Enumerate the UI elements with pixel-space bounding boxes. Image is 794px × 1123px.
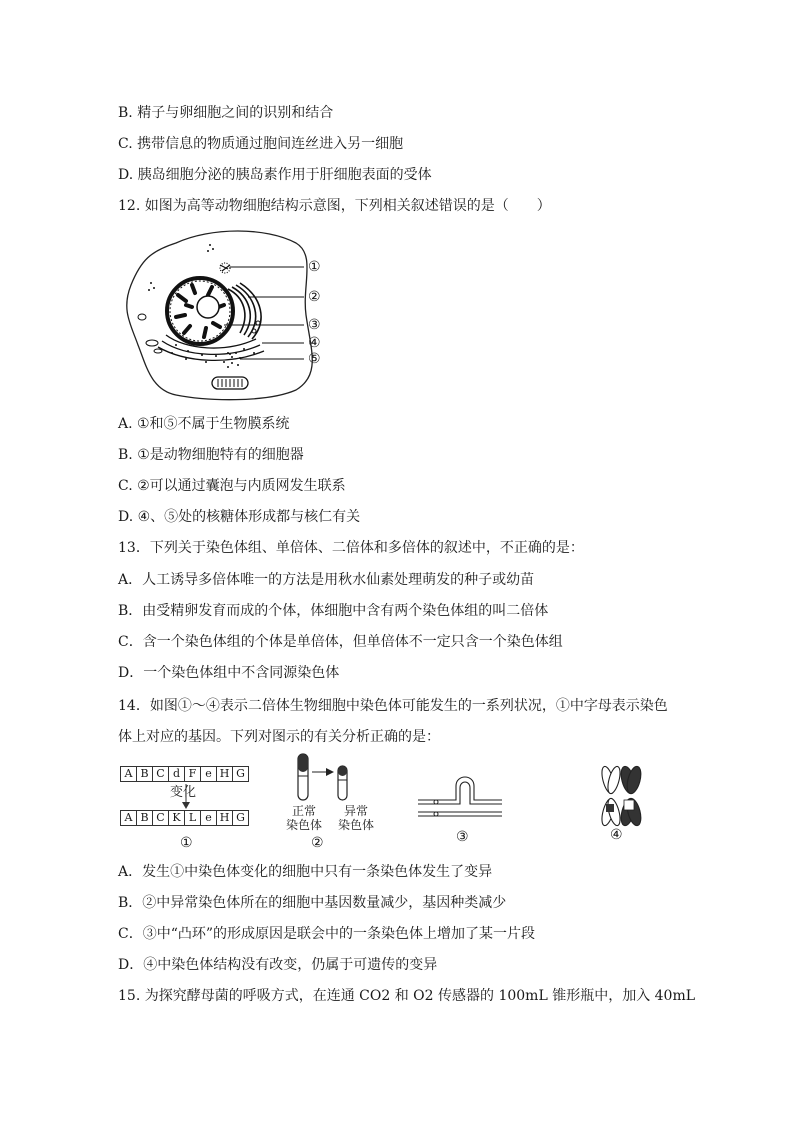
gene-cell: K [169,811,185,825]
mitochondrion [212,377,248,389]
option-13d: D．一个染色体组中不含同源染色体 [118,665,340,681]
line-b-q11: B. 精子与卵细胞之间的识别和结合 [118,105,334,121]
option-13c: C．含一个染色体组的个体是单倍体，但单倍体不一定只含一个染色体组 [118,634,563,650]
cell-label-3: ③ [308,317,321,333]
gene-cell: F [185,767,201,781]
synapsis-loop-figure [416,770,504,824]
translocation-figure [594,764,644,830]
cell-label-4: ④ [308,335,321,351]
endoplasmic-reticulum [158,335,264,360]
gene-cell: B [137,767,153,781]
cell-label-1: ① [308,259,321,275]
line-d-q11: D. 胰岛细胞分泌的胰岛素作用于肝细胞表面的受体 [118,167,432,183]
abnormal-label-2: 染色体 [338,818,375,832]
question-14-line-2: 体上对应的基因。下列对图示的有关分析正确的是： [118,729,440,745]
gene-cell: G [236,811,245,824]
chromosome-figure [286,752,362,802]
abnormal-label-1: 异常 [344,804,369,818]
gene-cell: C [153,811,169,825]
option-14d: D．④中染色体结构没有改变，仍属于可遗传的变异 [118,957,438,973]
question-14-line-1: 14．如图①～④表示二倍体生物细胞中染色体可能发生的一系列状况，①中字母表示染色 [118,698,668,714]
option-12c: C. ②可以通过囊泡与内质网发生联系 [118,478,346,494]
option-14b: B．②中异常染色体所在的细胞中基因数量减少，基因种类减少 [118,895,507,911]
gene-cell: G [236,767,245,780]
cell-membrane [127,231,312,400]
option-12d: D. ④、⑤处的核糖体形成都与核仁有关 [118,509,361,525]
option-14c: C．③中“凸环”的形成原因是联会中的一条染色体上增加了某一片段 [118,926,536,942]
nucleolus [197,296,219,318]
question-13: 13．下列关于染色体组、单倍体、二倍体和多倍体的叙述中，不正确的是： [118,540,584,556]
gene-cell: A [121,811,137,825]
line-c-q11: C. 携带信息的物质通过胞间连丝进入另一细胞 [118,136,404,152]
normal-label-2: 染色体 [286,818,323,832]
centrosome [220,263,230,273]
cell-label-2: ② [308,289,321,305]
gene-cell: e [201,811,217,825]
normal-label-1: 正常 [292,804,317,818]
gene-cell: C [153,767,169,781]
change-label: 变化 [170,785,197,800]
gene-cell: B [137,811,153,825]
gene-cell: L [185,811,201,825]
change-arrow [180,782,192,810]
caption-4: ④ [610,827,623,843]
option-13b: B．由受精卵发育而成的个体，体细胞中含有两个染色体组的叫二倍体 [118,603,549,619]
gene-row-1 [120,766,249,782]
question-15: 15. 为探究酵母菌的呼吸方式，在连通 CO2 和 O2 传感器的 100mL 锥形瓶中，加入 40mL [118,988,696,1004]
option-12a: A. ①和⑤不属于生物膜系统 [118,416,290,432]
gene-cell: e [201,767,217,781]
caption-2: ② [311,835,324,851]
option-14a: A．发生①中染色体变化的细胞中只有一条染色体发生了变异 [118,864,493,880]
gene-cell: H [217,811,233,825]
cell-diagram [116,225,346,405]
gene-cell: H [217,767,233,781]
caption-3: ③ [456,829,469,845]
option-12b: B. ①是动物细胞特有的细胞器 [118,447,304,463]
caption-1: ① [180,835,193,851]
gene-cell: d [169,767,185,781]
gene-cell: A [121,767,137,781]
option-13a: A．人工诱导多倍体唯一的方法是用秋水仙素处理萌发的种子或幼苗 [118,572,535,588]
gene-row-2 [120,810,249,826]
cell-label-5: ⑤ [308,351,321,367]
question-12: 12. 如图为高等动物细胞结构示意图，下列相关叙述错误的是（ ） [118,198,551,214]
